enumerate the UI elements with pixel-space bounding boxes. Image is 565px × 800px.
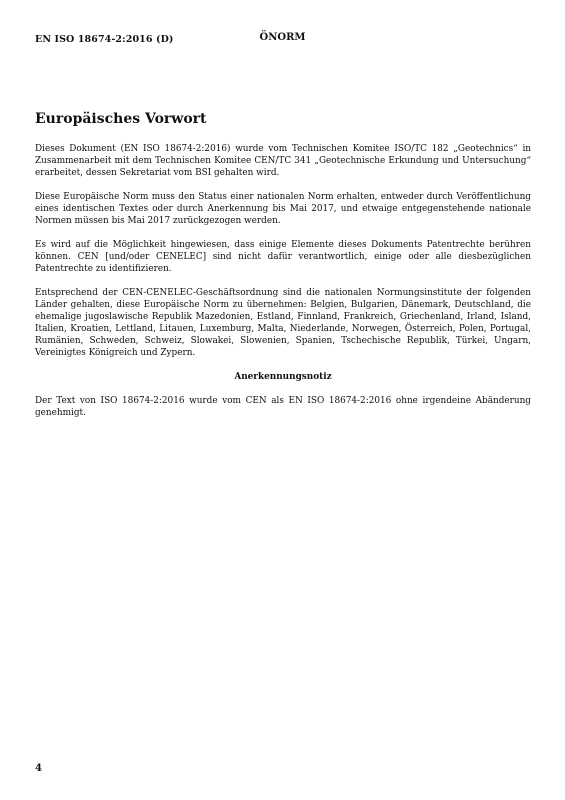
paragraph-countries: Entsprechend der CEN-CENELEC-Geschäftsordnung sind die nationalen Normungsinstitute der folgenden Länder gehalten, diese Europäische Norm zu übernehmen: Belgien, Bulgarien, Dänemark, Deutschland, die ehemalige jugoslawische Republik Mazedonien, Estland, Finnland, Frankreich, Griechenland, Irland, Island, Italien, Kroatien, Lettland, Litauen, Luxemburg, Malta, Niederlande, Norwegen, Österreich, Polen, Portugal, Rumänien, Schweden, Schweiz, Slowakei, Slowenien, Spanien, Tschechische Republik, Türkei, Ungarn, Vereinigtes Königreich und Zypern. xyxy=(35,288,531,358)
document-id: EN ISO 18674-2:2016 (D) xyxy=(35,34,174,45)
document-body xyxy=(35,143,531,431)
paragraph-committee: Dieses Dokument (EN ISO 18674-2:2016) wurde vom Technischen Komitee ISO/TC 182 „Geotechnics“ in Zusammenarbeit mit dem Technischen Komitee CEN/TC 341 „Geotechnische Erkundung und Untersuchung“ erarbeitet, dessen Sekretariat vom BSI gehalten wird. xyxy=(35,144,531,178)
paragraph-patents: Es wird auf die Möglichkeit hingewiesen, dass einige Elemente dieses Dokuments Patentrechte berühren können. CEN [und/oder CENELEC] sind nicht dafür verantwortlich, einige oder alle diesbezüglichen Patentrechte zu identifizieren. xyxy=(35,240,531,274)
section-title: Europäisches Vorwort xyxy=(35,111,207,127)
paragraph-status: Diese Europäische Norm muss den Status einer nationalen Norm erhalten, entweder durch Veröffentlichung eines identischen Textes oder durch Anerkennung bis Mai 2017, und etwaige entgegenstehende nationale Normen müssen bis Mai 2017 zurückgezogen werden. xyxy=(35,192,531,226)
page-number: 4 xyxy=(35,763,42,774)
endorsement-text: Der Text von ISO 18674-2:2016 wurde vom CEN als EN ISO 18674-2:2016 ohne irgendeine Abänderung genehmigt. xyxy=(35,396,531,418)
endorsement-heading: Anerkennungsnotiz xyxy=(234,372,332,382)
organization-label: ÖNORM xyxy=(259,32,306,43)
